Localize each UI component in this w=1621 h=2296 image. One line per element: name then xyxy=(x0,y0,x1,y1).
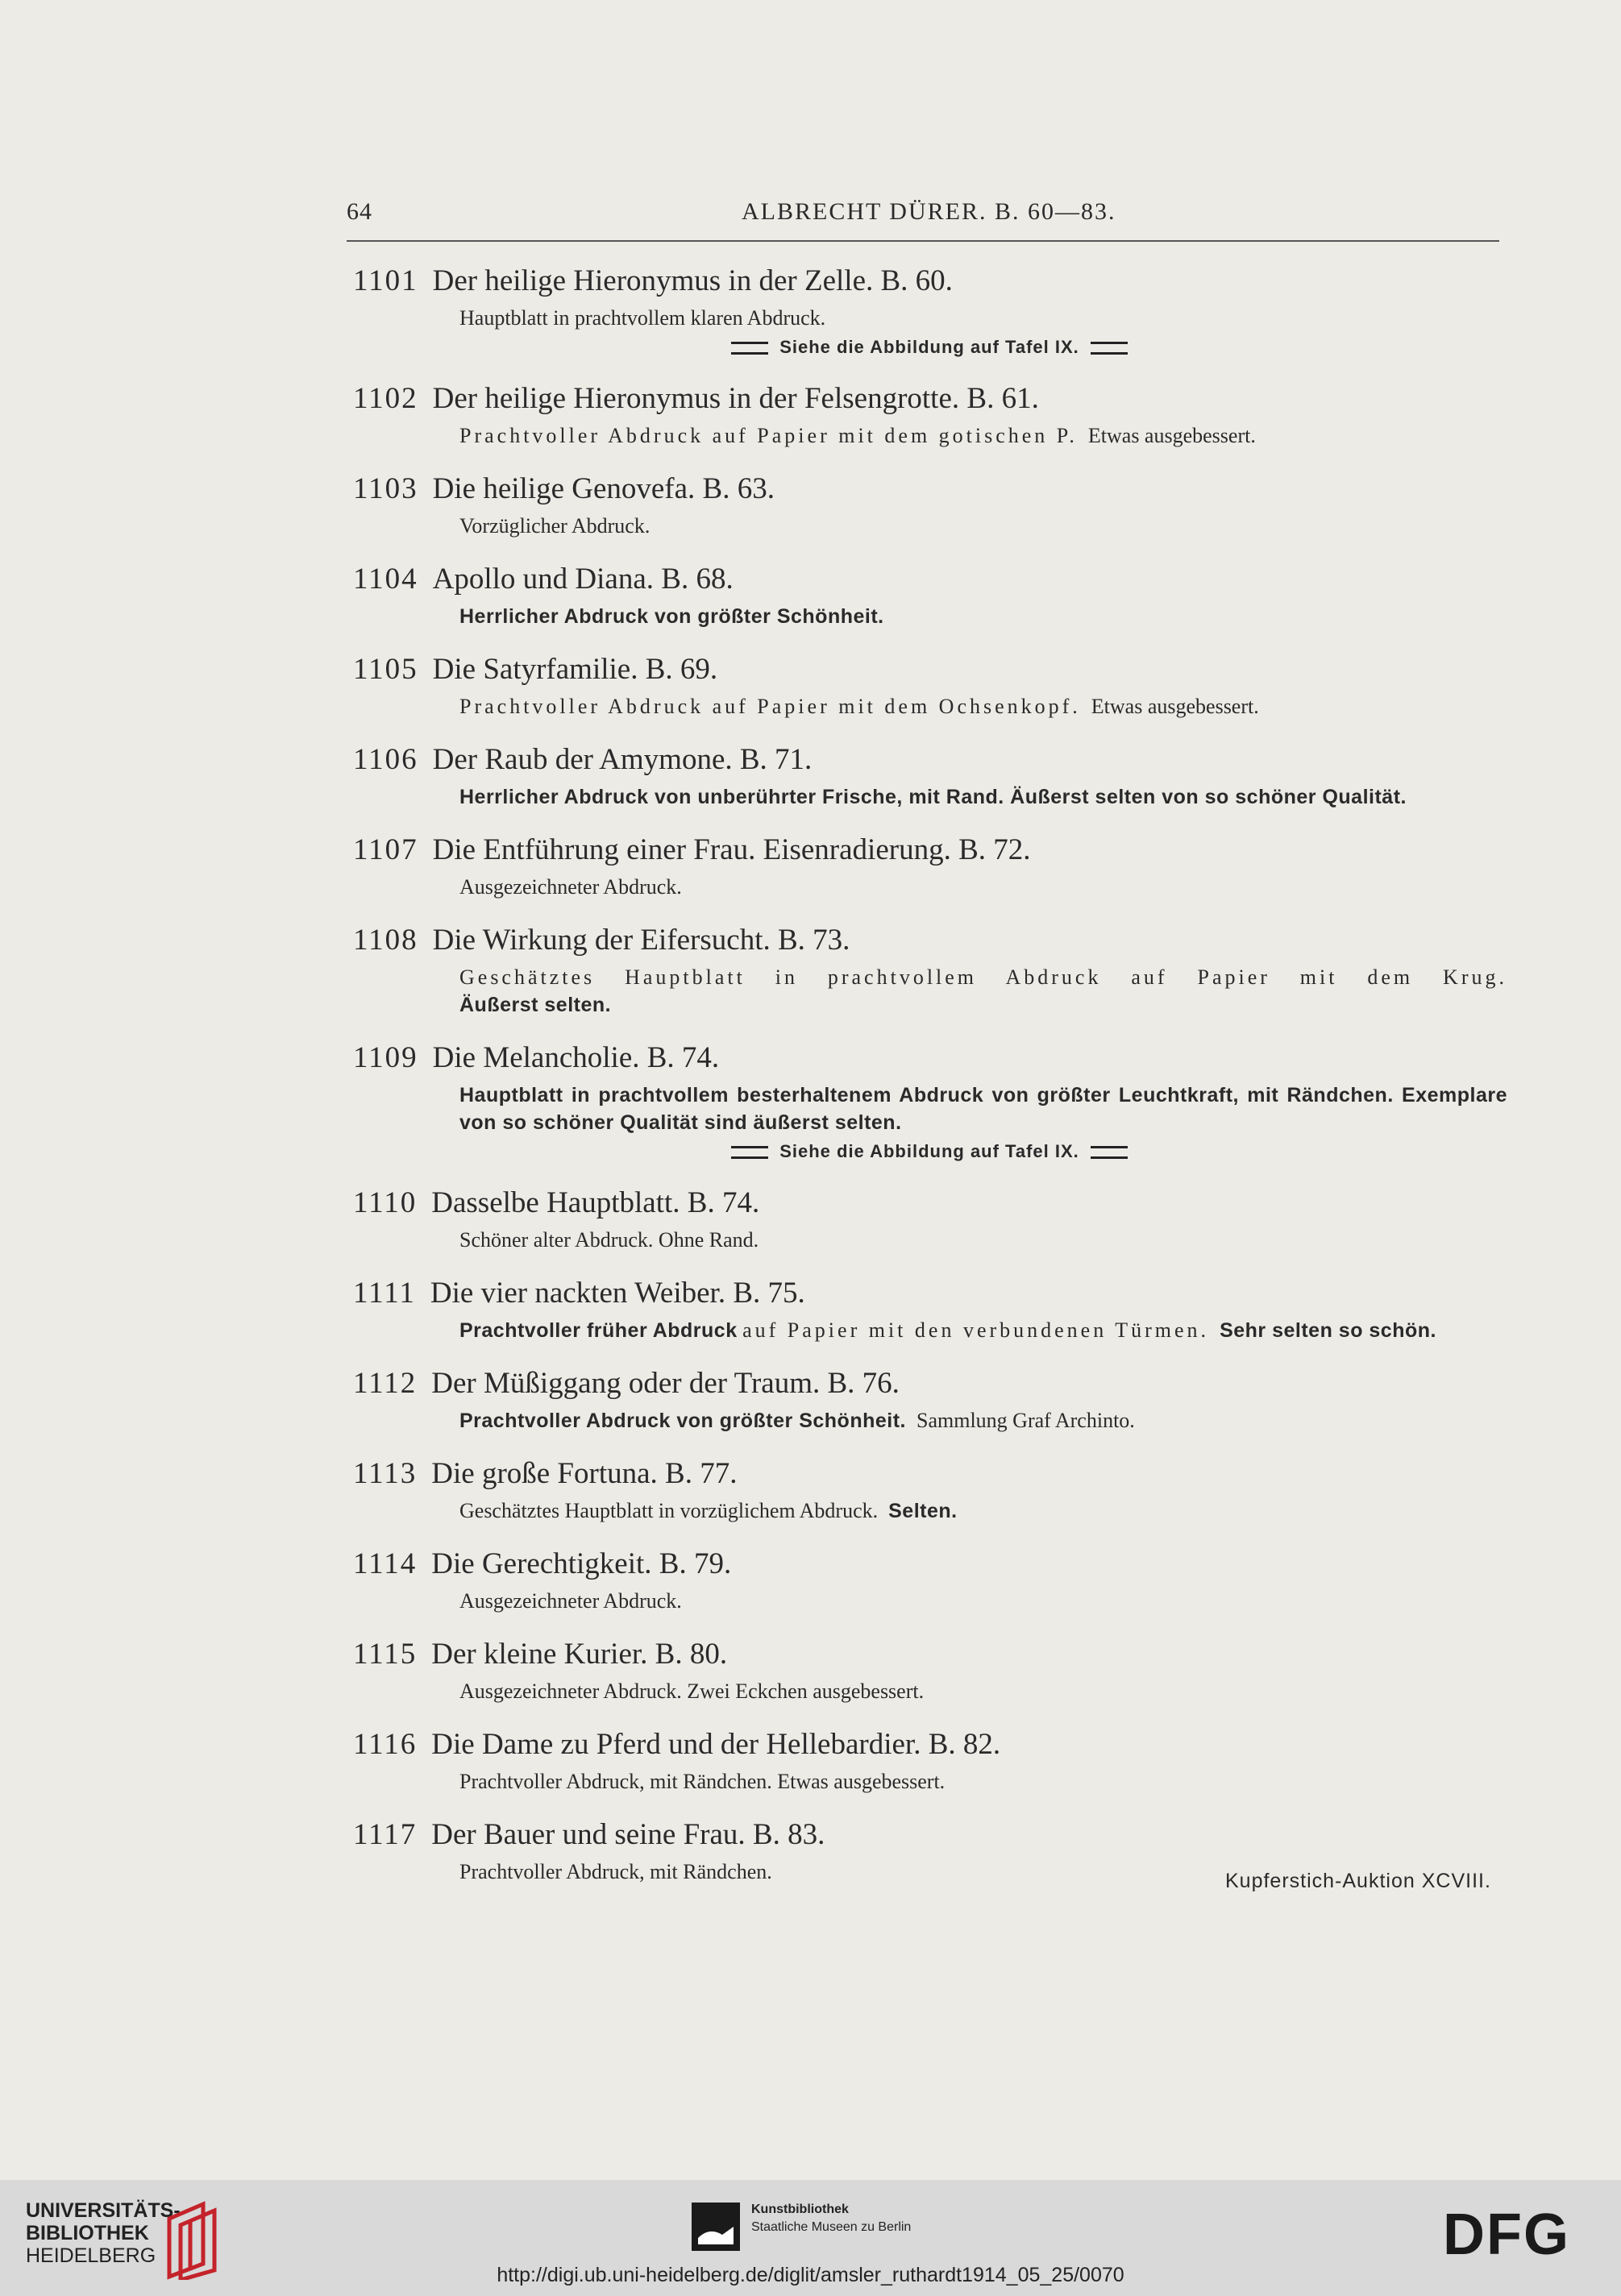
entry-description: Schöner alter Abdruck. Ohne Rand. xyxy=(459,1228,759,1252)
entry-title-text: Die Dame zu Pferd und der Hellebardier. B. 82. xyxy=(431,1728,1001,1761)
entry-title xyxy=(353,1455,1506,1493)
catalog-entry-1116 xyxy=(353,1726,1506,1796)
entry-number: 1102 xyxy=(353,382,418,415)
entry-description: Hauptblatt in prachtvollem klaren Abdruck. xyxy=(459,306,826,330)
entry-title xyxy=(353,1040,1506,1077)
plate-reference-text: Siehe die Abbildung auf Tafel IX. xyxy=(779,337,1079,357)
entry-number: 1104 xyxy=(353,563,418,596)
entry-title-text: Die Satyrfamilie. B. 69. xyxy=(432,653,718,686)
kb-line-2: Staatliche Museen zu Berlin xyxy=(751,2220,912,2234)
entry-number: 1117 xyxy=(353,1818,418,1851)
entry-title xyxy=(353,1546,1506,1583)
entry-title-text: Die Wirkung der Eifersucht. B. 73. xyxy=(432,924,850,957)
entry-description: Ausgezeichneter Abdruck. Zwei Eckchen ausgebessert. xyxy=(459,1679,925,1703)
entry-number: 1110 xyxy=(353,1186,418,1219)
library-name[interactable] xyxy=(26,2199,181,2267)
auction-signature: Kupferstich-Auktion XCVIII. xyxy=(1225,1870,1491,1892)
entry-number: 1112 xyxy=(353,1367,418,1400)
description-text: Geschätztes Hauptblatt in vorzüglichem Abdruck. xyxy=(459,1499,879,1522)
catalog-entry-1112 xyxy=(353,1365,1506,1434)
entry-number: 1109 xyxy=(353,1041,418,1074)
entry-title-text: Der heilige Hieronymus in der Zelle. B. 60. xyxy=(432,264,953,297)
entry-title-text: Der Bauer und seine Frau. B. 83. xyxy=(431,1818,825,1851)
catalog-entry-1114 xyxy=(353,1546,1506,1615)
entry-number: 1106 xyxy=(353,743,418,776)
running-title: ALBRECHT DÜRER. B. 60—83. xyxy=(742,198,1116,225)
description-spaced: auf Papier mit den verbundenen Türmen. xyxy=(742,1318,1210,1342)
entry-title-text: Die heilige Genovefa. B. 63. xyxy=(432,472,775,505)
dfg-logo-text: DFG xyxy=(1443,2207,1570,2257)
catalog-entry-1108 xyxy=(353,922,1506,1019)
entry-title-text: Die Entführung einer Frau. Eisenradierung. B. 72. xyxy=(432,833,1031,866)
entry-number: 1116 xyxy=(353,1728,418,1761)
entry-title-text: Der Müßiggang oder der Traum. B. 76. xyxy=(431,1367,900,1400)
kunstbibliothek-name[interactable] xyxy=(751,2201,911,2236)
entry-title-text: Die vier nackten Weiber. B. 75. xyxy=(430,1277,805,1310)
entry-title xyxy=(353,1726,1506,1763)
entry-title-text: Der kleine Kurier. B. 80. xyxy=(431,1638,728,1671)
entry-title xyxy=(353,561,1506,598)
entry-description xyxy=(459,1317,1507,1344)
entry-title-text: Dasselbe Hauptblatt. B. 74. xyxy=(431,1186,760,1219)
permalink-url[interactable]: http://digi.ub.uni-heidelberg.de/diglit/amsler_ruthardt1914_05_25/0070 xyxy=(497,2264,1124,2286)
catalog-entry-1113 xyxy=(353,1455,1506,1525)
entry-description: Ausgezeichneter Abdruck. xyxy=(459,875,682,899)
catalog-entry-1111 xyxy=(353,1275,1506,1344)
page-number: 64 xyxy=(347,198,372,225)
entry-number: 1111 xyxy=(353,1277,416,1310)
dfg-logo-icon[interactable] xyxy=(1443,2207,1596,2257)
catalog-entry-1104 xyxy=(353,561,1506,630)
double-rule-icon xyxy=(731,1146,768,1159)
entry-description xyxy=(459,693,1506,720)
description-bold: Äußerst selten. xyxy=(459,994,612,1016)
entry-number: 1107 xyxy=(353,833,418,866)
description-bold: Prachtvoller Abdruck von größter Schönheit. xyxy=(459,1410,906,1432)
entry-title-text: Der heilige Hieronymus in der Felsengrotte. B. 61. xyxy=(432,382,1039,415)
running-head xyxy=(347,198,1499,242)
entry-description: Herrlicher Abdruck von größter Schönheit. xyxy=(459,605,884,628)
catalog-entry-1115 xyxy=(353,1636,1506,1705)
description-bold-tail: Sehr selten so schön. xyxy=(1220,1319,1436,1342)
description-spaced: Prachtvoller Abdruck auf Papier mit dem Ochsenkopf. xyxy=(459,695,1081,718)
description-bold: Selten. xyxy=(888,1500,958,1522)
entry-title xyxy=(353,1185,1506,1222)
description-spaced: Prachtvoller Abdruck auf Papier mit dem gotischen P. xyxy=(459,424,1078,447)
entry-number: 1108 xyxy=(353,924,418,957)
plate-reference xyxy=(353,1140,1506,1164)
entry-description: Vorzüglicher Abdruck. xyxy=(459,514,650,538)
entry-number: 1114 xyxy=(353,1547,418,1580)
library-line-2: BIBLIOTHEK xyxy=(26,2222,149,2244)
entry-title-text: Apollo und Diana. B. 68. xyxy=(432,563,734,596)
entry-title xyxy=(353,263,1506,300)
entry-title xyxy=(353,471,1506,508)
entry-title xyxy=(353,741,1506,778)
description-tail: Sammlung Graf Archinto. xyxy=(916,1409,1135,1432)
entry-title-text: Die Melancholie. B. 74. xyxy=(432,1041,720,1074)
entry-description: Herrlicher Abdruck von unberührter Frische, mit Rand. Äußerst selten von so schöner Qualität. xyxy=(459,786,1407,808)
entry-number: 1103 xyxy=(353,472,418,505)
entry-title xyxy=(353,1275,1506,1312)
entry-description: Prachtvoller Abdruck, mit Rändchen. xyxy=(459,1860,772,1883)
entry-number: 1101 xyxy=(353,264,418,297)
viewer-footer xyxy=(0,2180,1621,2296)
double-rule-icon xyxy=(731,342,768,355)
double-rule-icon xyxy=(1091,1146,1128,1159)
plate-reference-text: Siehe die Abbildung auf Tafel IX. xyxy=(779,1141,1079,1161)
catalog-entry-1101 xyxy=(353,263,1506,359)
entry-title xyxy=(353,651,1506,688)
entry-title-text: Der Raub der Amymone. B. 71. xyxy=(432,743,813,776)
description-bold: Prachtvoller früher Abdruck xyxy=(459,1319,738,1342)
double-rule-icon xyxy=(1091,342,1128,355)
library-line-1: UNIVERSITÄTS- xyxy=(26,2199,181,2222)
catalog-entry-1109 xyxy=(353,1040,1506,1164)
catalog-entry-1102 xyxy=(353,380,1506,450)
entry-title xyxy=(353,922,1506,959)
library-line-3: HEIDELBERG xyxy=(26,2244,156,2267)
entry-description: Hauptblatt in prachtvollem besterhaltenem Abdruck von größter Leuchtkraft, mit Rändchen. Exemplare von so schöner Qualität sind äußerst selten. xyxy=(459,1084,1507,1134)
entry-description xyxy=(459,964,1506,1019)
entry-title xyxy=(353,1816,1506,1854)
kunstbibliothek-logo-icon[interactable] xyxy=(692,2203,740,2251)
entry-description xyxy=(459,1497,1506,1525)
entry-number: 1105 xyxy=(353,653,418,686)
catalog-entry-1107 xyxy=(353,832,1506,901)
description-spaced: Geschätztes Hauptblatt in prachtvollem Abdruck auf Papier mit dem Krug. xyxy=(459,965,1507,989)
kb-line-1: Kunstbibliothek xyxy=(751,2203,849,2216)
catalog-entry-1105 xyxy=(353,651,1506,720)
entry-description xyxy=(459,422,1506,450)
entry-title-text: Die große Fortuna. B. 77. xyxy=(431,1457,738,1490)
catalog-entry-1106 xyxy=(353,741,1506,811)
entry-title xyxy=(353,380,1506,417)
catalog-entry-1110 xyxy=(353,1185,1506,1254)
entry-description: Prachtvoller Abdruck, mit Rändchen. Etwas ausgebessert. xyxy=(459,1770,946,1793)
entry-title-text: Die Gerechtigkeit. B. 79. xyxy=(431,1547,732,1580)
catalog-entry-1103 xyxy=(353,471,1506,540)
entry-number: 1115 xyxy=(353,1638,418,1671)
entry-title xyxy=(353,1636,1506,1673)
description-tail: Etwas ausgebessert. xyxy=(1091,695,1259,718)
description-tail: Etwas ausgebessert. xyxy=(1087,424,1256,447)
entry-title xyxy=(353,1365,1506,1402)
catalog-entries xyxy=(353,263,1506,1907)
entry-description: Ausgezeichneter Abdruck. xyxy=(459,1589,682,1613)
entry-title xyxy=(353,832,1506,869)
plate-reference xyxy=(353,335,1506,359)
entry-number: 1113 xyxy=(353,1457,418,1490)
entry-description xyxy=(459,1407,1506,1434)
